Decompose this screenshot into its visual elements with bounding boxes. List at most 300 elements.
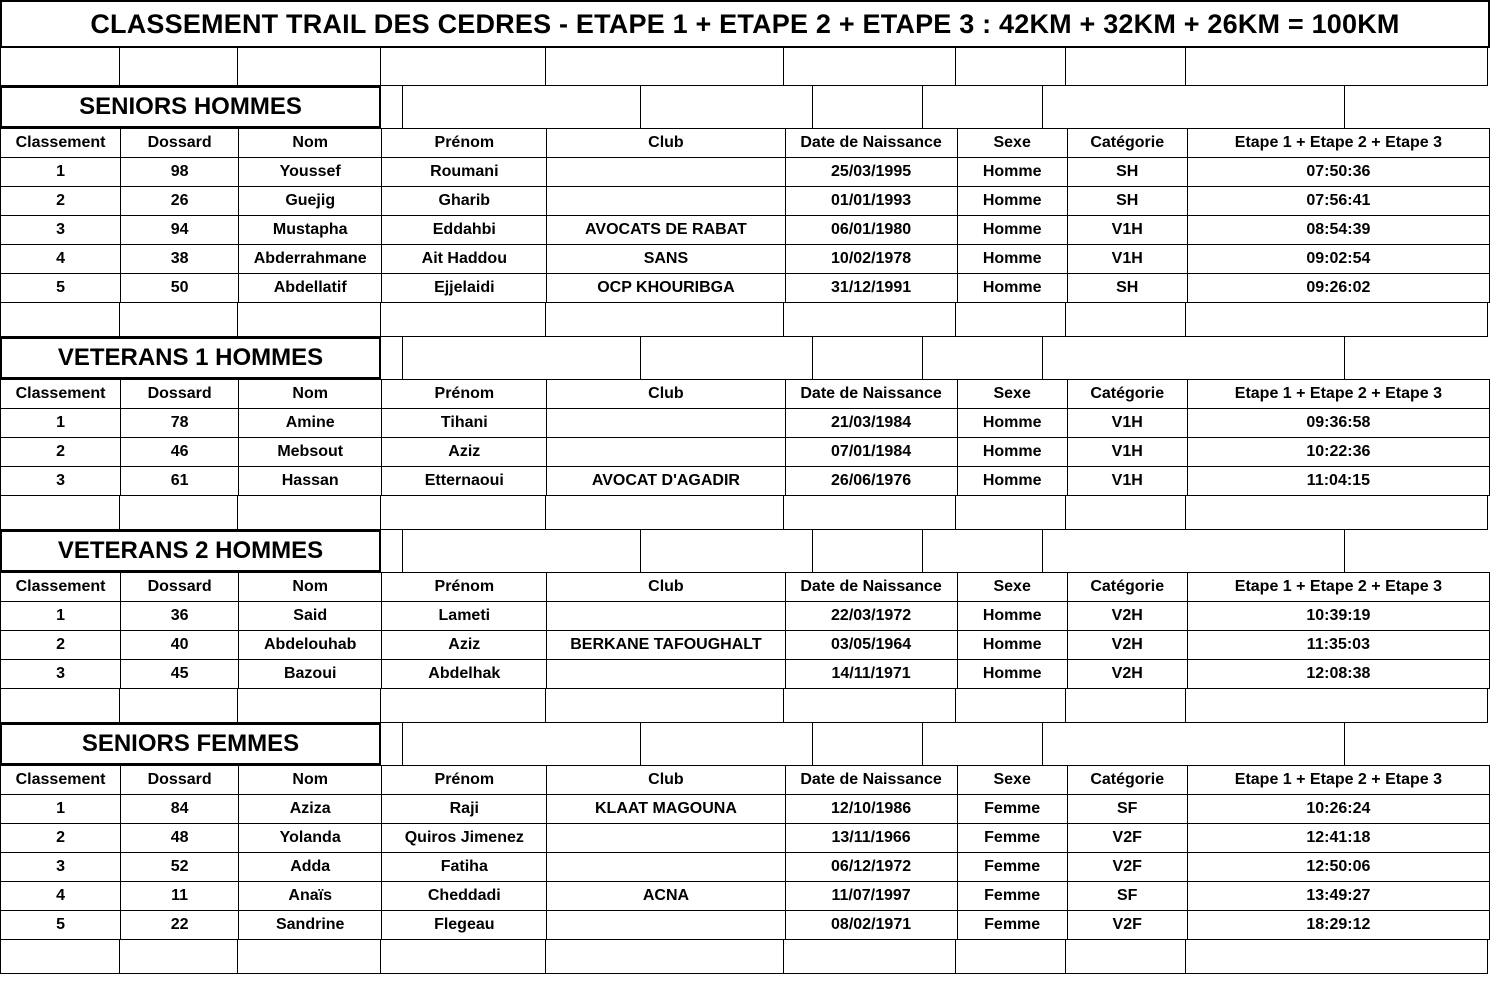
table-cell: Homme	[957, 467, 1067, 496]
column-header: Prénom	[382, 573, 547, 602]
spacer-cell	[381, 496, 546, 530]
section-banner	[0, 337, 381, 379]
table-cell: SF	[1067, 882, 1187, 911]
table-cell: Ait Haddou	[382, 245, 547, 274]
column-header: Nom	[239, 766, 382, 795]
spacer-cell	[381, 48, 546, 86]
column-header: Dossard	[121, 380, 239, 409]
table-body	[1, 409, 1490, 496]
table-cell: V2H	[1067, 660, 1187, 689]
table-row	[1, 795, 1490, 824]
column-header: Date de Naissance	[785, 129, 957, 158]
table-cell: Guejig	[239, 187, 382, 216]
table-cell: 12:50:06	[1187, 853, 1489, 882]
table-cell	[547, 853, 785, 882]
table-cell: Etternaoui	[382, 467, 547, 496]
table-cell: 06/01/1980	[785, 216, 957, 245]
spacer-cell	[1066, 303, 1186, 337]
table-cell: V2F	[1067, 824, 1187, 853]
column-header: Etape 1 + Etape 2 + Etape 3	[1187, 380, 1489, 409]
table-cell: SANS	[547, 245, 785, 274]
spacer-cell	[381, 689, 546, 723]
table-cell: Homme	[957, 409, 1067, 438]
spacer-cell	[956, 689, 1066, 723]
table-cell: Ejjelaidi	[382, 274, 547, 303]
spacer-cell	[381, 530, 403, 572]
ranking-table	[0, 572, 1490, 689]
table-cell: Anaïs	[239, 882, 382, 911]
table-cell: 45	[121, 660, 239, 689]
table-cell: OCP KHOURIBGA	[547, 274, 785, 303]
spacer-cell	[0, 303, 120, 337]
table-cell: 1	[1, 602, 121, 631]
table-cell: Abdelhak	[382, 660, 547, 689]
ranking-table	[0, 128, 1490, 303]
table-cell: 08/02/1971	[785, 911, 957, 940]
spacer-cell	[1186, 940, 1488, 974]
table-cell: V1H	[1067, 245, 1187, 274]
spacer-cell	[120, 496, 238, 530]
banner-spacer-cells	[381, 86, 1490, 128]
column-header: Prénom	[382, 129, 547, 158]
column-header: Dossard	[121, 129, 239, 158]
table-cell: Tihani	[382, 409, 547, 438]
spacer-cell	[1066, 689, 1186, 723]
table-cell: 40	[121, 631, 239, 660]
table-cell: Eddahbi	[382, 216, 547, 245]
column-header: Nom	[239, 380, 382, 409]
table-cell: Homme	[957, 158, 1067, 187]
table-cell: 25/03/1995	[785, 158, 957, 187]
spacer-cell	[956, 303, 1066, 337]
spacer-cell	[546, 48, 784, 86]
spacer-cell	[546, 689, 784, 723]
table-row	[1, 158, 1490, 187]
table-cell: Said	[239, 602, 382, 631]
table-cell: Aziz	[382, 438, 547, 467]
spacer-cell	[381, 86, 403, 128]
table-cell: 52	[121, 853, 239, 882]
spacer-cell	[0, 48, 120, 86]
table-cell: 84	[121, 795, 239, 824]
table-cell: ACNA	[547, 882, 785, 911]
table-header	[1, 766, 1490, 795]
column-header: Sexe	[957, 766, 1067, 795]
table-cell: 07:50:36	[1187, 158, 1489, 187]
header-row	[1, 573, 1490, 602]
section-banner-row	[0, 723, 1490, 765]
table-cell: 78	[121, 409, 239, 438]
spacer-cell	[0, 496, 120, 530]
table-cell: Homme	[957, 245, 1067, 274]
table-cell: 21/03/1984	[785, 409, 957, 438]
table-cell: Femme	[957, 795, 1067, 824]
table-cell: Lameti	[382, 602, 547, 631]
sections-container	[0, 86, 1490, 974]
section-gap-row	[0, 303, 1490, 337]
table-header	[1, 573, 1490, 602]
table-cell: Fatiha	[382, 853, 547, 882]
spacer-cell	[238, 940, 381, 974]
table-body	[1, 158, 1490, 303]
table-row	[1, 274, 1490, 303]
spacer-cell	[1043, 337, 1345, 379]
spacer-cell	[923, 530, 1043, 572]
table-cell: BERKANE TAFOUGHALT	[547, 631, 785, 660]
table-cell: 11	[121, 882, 239, 911]
table-cell: 46	[121, 438, 239, 467]
spacer-cell	[923, 337, 1043, 379]
table-cell: 3	[1, 660, 121, 689]
spacer-cell	[546, 496, 784, 530]
spacer-cell	[238, 48, 381, 86]
column-header: Nom	[239, 129, 382, 158]
table-row	[1, 853, 1490, 882]
table-cell: Abdelouhab	[239, 631, 382, 660]
table-row	[1, 602, 1490, 631]
table-cell: AVOCAT D'AGADIR	[547, 467, 785, 496]
table-cell: 13:49:27	[1187, 882, 1489, 911]
spacer-cell	[784, 303, 956, 337]
table-row	[1, 216, 1490, 245]
table-cell: Homme	[957, 274, 1067, 303]
column-header: Date de Naissance	[785, 573, 957, 602]
table-cell: Bazoui	[239, 660, 382, 689]
table-cell: 12/10/1986	[785, 795, 957, 824]
spacer-cell	[1043, 723, 1345, 765]
table-cell: 38	[121, 245, 239, 274]
table-cell: 13/11/1966	[785, 824, 957, 853]
table-cell: Sandrine	[239, 911, 382, 940]
table-row	[1, 882, 1490, 911]
spacer-cell	[1066, 48, 1186, 86]
table-cell: Femme	[957, 911, 1067, 940]
table-cell: 07/01/1984	[785, 438, 957, 467]
table-cell: V2H	[1067, 631, 1187, 660]
column-header: Sexe	[957, 573, 1067, 602]
table-cell: Cheddadi	[382, 882, 547, 911]
spacer-cell	[813, 723, 923, 765]
ranking-table	[0, 765, 1490, 940]
spacer-cell	[403, 86, 641, 128]
table-cell: 09:36:58	[1187, 409, 1489, 438]
table-cell: Homme	[957, 660, 1067, 689]
spacer-cell	[641, 723, 813, 765]
table-row	[1, 409, 1490, 438]
table-cell: 61	[121, 467, 239, 496]
table-cell: Abderrahmane	[239, 245, 382, 274]
section-banner-label: SENIORS FEMMES	[81, 730, 300, 757]
spacer-cell	[546, 940, 784, 974]
table-cell: Adda	[239, 853, 382, 882]
ranking-section	[0, 530, 1490, 723]
table-cell: 14/11/1971	[785, 660, 957, 689]
table-cell: 3	[1, 216, 121, 245]
table-cell: Homme	[957, 216, 1067, 245]
table-cell: 31/12/1991	[785, 274, 957, 303]
table-cell: 3	[1, 853, 121, 882]
section-banner-label: SENIORS HOMMES	[79, 93, 302, 120]
table-cell: 5	[1, 911, 121, 940]
spacer-cell	[1186, 689, 1488, 723]
spacer-cell	[813, 337, 923, 379]
table-cell: 12:41:18	[1187, 824, 1489, 853]
table-cell	[547, 911, 785, 940]
spacer-cell	[641, 530, 813, 572]
column-header: Sexe	[957, 380, 1067, 409]
table-cell: 18:29:12	[1187, 911, 1489, 940]
table-cell: Femme	[957, 824, 1067, 853]
table-cell: 2	[1, 824, 121, 853]
spacer-cell	[784, 940, 956, 974]
table-cell: V1H	[1067, 467, 1187, 496]
banner-spacer-cells	[381, 337, 1490, 379]
section-banner-row	[0, 530, 1490, 572]
table-cell	[547, 187, 785, 216]
table-cell: 4	[1, 245, 121, 274]
table-cell: 22	[121, 911, 239, 940]
section-banner-label: VETERANS 2 HOMMES	[57, 537, 324, 564]
table-cell: V2H	[1067, 602, 1187, 631]
spacer-cell	[784, 496, 956, 530]
column-header: Etape 1 + Etape 2 + Etape 3	[1187, 573, 1489, 602]
section-banner	[0, 723, 381, 765]
table-body	[1, 602, 1490, 689]
table-cell: Roumani	[382, 158, 547, 187]
section-banner-row	[0, 337, 1490, 379]
table-cell: 08:54:39	[1187, 216, 1489, 245]
table-cell: 94	[121, 216, 239, 245]
spacer-cell	[956, 940, 1066, 974]
table-cell: V1H	[1067, 438, 1187, 467]
table-cell: 1	[1, 158, 121, 187]
spacer-cell	[1186, 496, 1488, 530]
spacer-cell	[1186, 48, 1488, 86]
spacer-cell	[641, 337, 813, 379]
table-cell: 26	[121, 187, 239, 216]
spacer-cell	[403, 723, 641, 765]
table-cell: SH	[1067, 158, 1187, 187]
section-gap-row	[0, 689, 1490, 723]
table-cell	[547, 438, 785, 467]
table-cell: 2	[1, 631, 121, 660]
column-header: Etape 1 + Etape 2 + Etape 3	[1187, 129, 1489, 158]
table-cell: 10:26:24	[1187, 795, 1489, 824]
table-cell: V1H	[1067, 216, 1187, 245]
section-banner-label: VETERANS 1 HOMMES	[57, 344, 324, 371]
table-cell: 10:39:19	[1187, 602, 1489, 631]
table-cell: 09:26:02	[1187, 274, 1489, 303]
table-header	[1, 380, 1490, 409]
section-banner-row	[0, 86, 1490, 128]
section-gap-row	[0, 940, 1490, 974]
table-cell	[547, 158, 785, 187]
table-cell: AVOCATS DE RABAT	[547, 216, 785, 245]
table-row	[1, 245, 1490, 274]
column-header: Prénom	[382, 380, 547, 409]
table-cell: Abdellatif	[239, 274, 382, 303]
table-cell: Mustapha	[239, 216, 382, 245]
table-row	[1, 631, 1490, 660]
table-cell: 03/05/1964	[785, 631, 957, 660]
table-cell: Quiros Jimenez	[382, 824, 547, 853]
spacer-cell	[1066, 496, 1186, 530]
table-cell: 07:56:41	[1187, 187, 1489, 216]
column-header: Catégorie	[1067, 766, 1187, 795]
column-header: Dossard	[121, 766, 239, 795]
table-cell: Femme	[957, 882, 1067, 911]
spacer-cell	[403, 337, 641, 379]
table-row	[1, 824, 1490, 853]
table-cell: 4	[1, 882, 121, 911]
spacer-cell	[120, 303, 238, 337]
table-cell: V2F	[1067, 911, 1187, 940]
ranking-section	[0, 86, 1490, 337]
spacer-cell	[923, 86, 1043, 128]
spacer-cell	[784, 689, 956, 723]
column-header: Date de Naissance	[785, 766, 957, 795]
table-cell: 2	[1, 438, 121, 467]
column-header: Catégorie	[1067, 129, 1187, 158]
table-cell: 2	[1, 187, 121, 216]
spacer-cell	[238, 303, 381, 337]
table-cell: 36	[121, 602, 239, 631]
table-cell: 50	[121, 274, 239, 303]
table-cell: 12:08:38	[1187, 660, 1489, 689]
ranking-table	[0, 379, 1490, 496]
table-cell: 10/02/1978	[785, 245, 957, 274]
table-cell: 3	[1, 467, 121, 496]
table-cell: SH	[1067, 274, 1187, 303]
spacer-cell	[1043, 530, 1345, 572]
spacer-cell	[120, 48, 238, 86]
table-cell: Amine	[239, 409, 382, 438]
spacer-cell	[1186, 303, 1488, 337]
column-header: Club	[547, 573, 785, 602]
spacer-cell	[238, 496, 381, 530]
table-cell: 06/12/1972	[785, 853, 957, 882]
column-header: Etape 1 + Etape 2 + Etape 3	[1187, 766, 1489, 795]
spacer-cell	[120, 940, 238, 974]
page-title: CLASSEMENT TRAIL DES CEDRES - ETAPE 1 + ETAPE 2 + ETAPE 3 : 42KM + 32KM + 26KM = 100KM	[90, 8, 1400, 39]
table-cell: V2F	[1067, 853, 1187, 882]
table-cell: KLAAT MAGOUNA	[547, 795, 785, 824]
spacer-cell	[784, 48, 956, 86]
spacer-cell	[641, 86, 813, 128]
spacer-row-top	[0, 48, 1490, 86]
table-cell: SH	[1067, 187, 1187, 216]
column-header: Classement	[1, 380, 121, 409]
table-cell: Mebsout	[239, 438, 382, 467]
column-header: Nom	[239, 573, 382, 602]
spacer-cell	[956, 48, 1066, 86]
table-cell: 98	[121, 158, 239, 187]
section-banner	[0, 86, 381, 128]
table-cell: 48	[121, 824, 239, 853]
table-cell: SF	[1067, 795, 1187, 824]
banner-spacer-cells	[381, 530, 1490, 572]
table-cell: Homme	[957, 602, 1067, 631]
column-header: Date de Naissance	[785, 380, 957, 409]
table-cell: 01/01/1993	[785, 187, 957, 216]
table-cell: Yolanda	[239, 824, 382, 853]
column-header: Catégorie	[1067, 380, 1187, 409]
table-cell: Aziz	[382, 631, 547, 660]
table-row	[1, 467, 1490, 496]
ranking-section	[0, 337, 1490, 530]
spacer-cell	[403, 530, 641, 572]
section-gap-row	[0, 496, 1490, 530]
column-header: Classement	[1, 573, 121, 602]
header-row	[1, 766, 1490, 795]
table-cell: Flegeau	[382, 911, 547, 940]
spacer-cell	[956, 496, 1066, 530]
spacer-cell	[1066, 940, 1186, 974]
table-cell: Homme	[957, 631, 1067, 660]
spacer-cell	[813, 86, 923, 128]
table-cell: V1H	[1067, 409, 1187, 438]
spacer-cell	[381, 337, 403, 379]
spacer-cell	[381, 303, 546, 337]
document-title-row	[0, 0, 1490, 48]
table-cell: Raji	[382, 795, 547, 824]
table-cell: Gharib	[382, 187, 547, 216]
table-cell: Youssef	[239, 158, 382, 187]
table-row	[1, 911, 1490, 940]
table-cell	[547, 409, 785, 438]
table-cell: Homme	[957, 438, 1067, 467]
table-cell: Homme	[957, 187, 1067, 216]
table-cell: 22/03/1972	[785, 602, 957, 631]
column-header: Classement	[1, 766, 121, 795]
table-cell	[547, 602, 785, 631]
table-cell	[547, 824, 785, 853]
column-header: Club	[547, 129, 785, 158]
column-header: Dossard	[121, 573, 239, 602]
table-cell: 11:35:03	[1187, 631, 1489, 660]
table-cell	[547, 660, 785, 689]
table-body	[1, 795, 1490, 940]
table-header	[1, 129, 1490, 158]
header-row	[1, 129, 1490, 158]
spacer-cell	[546, 303, 784, 337]
table-cell: 09:02:54	[1187, 245, 1489, 274]
banner-spacer-cells	[381, 723, 1490, 765]
table-cell: 5	[1, 274, 121, 303]
table-row	[1, 187, 1490, 216]
column-header: Prénom	[382, 766, 547, 795]
table-cell: 11/07/1997	[785, 882, 957, 911]
spacer-cell	[0, 940, 120, 974]
table-cell: 10:22:36	[1187, 438, 1489, 467]
spacer-cell	[1043, 86, 1345, 128]
column-header: Club	[547, 766, 785, 795]
spacer-cell	[120, 689, 238, 723]
table-cell: Aziza	[239, 795, 382, 824]
table-cell: 1	[1, 795, 121, 824]
table-row	[1, 660, 1490, 689]
spacer-cell	[923, 723, 1043, 765]
table-cell: Femme	[957, 853, 1067, 882]
spacer-cell	[381, 940, 546, 974]
spacer-cell	[238, 689, 381, 723]
column-header: Club	[547, 380, 785, 409]
table-cell: Hassan	[239, 467, 382, 496]
column-header: Classement	[1, 129, 121, 158]
header-row	[1, 380, 1490, 409]
table-cell: 1	[1, 409, 121, 438]
table-row	[1, 438, 1490, 467]
